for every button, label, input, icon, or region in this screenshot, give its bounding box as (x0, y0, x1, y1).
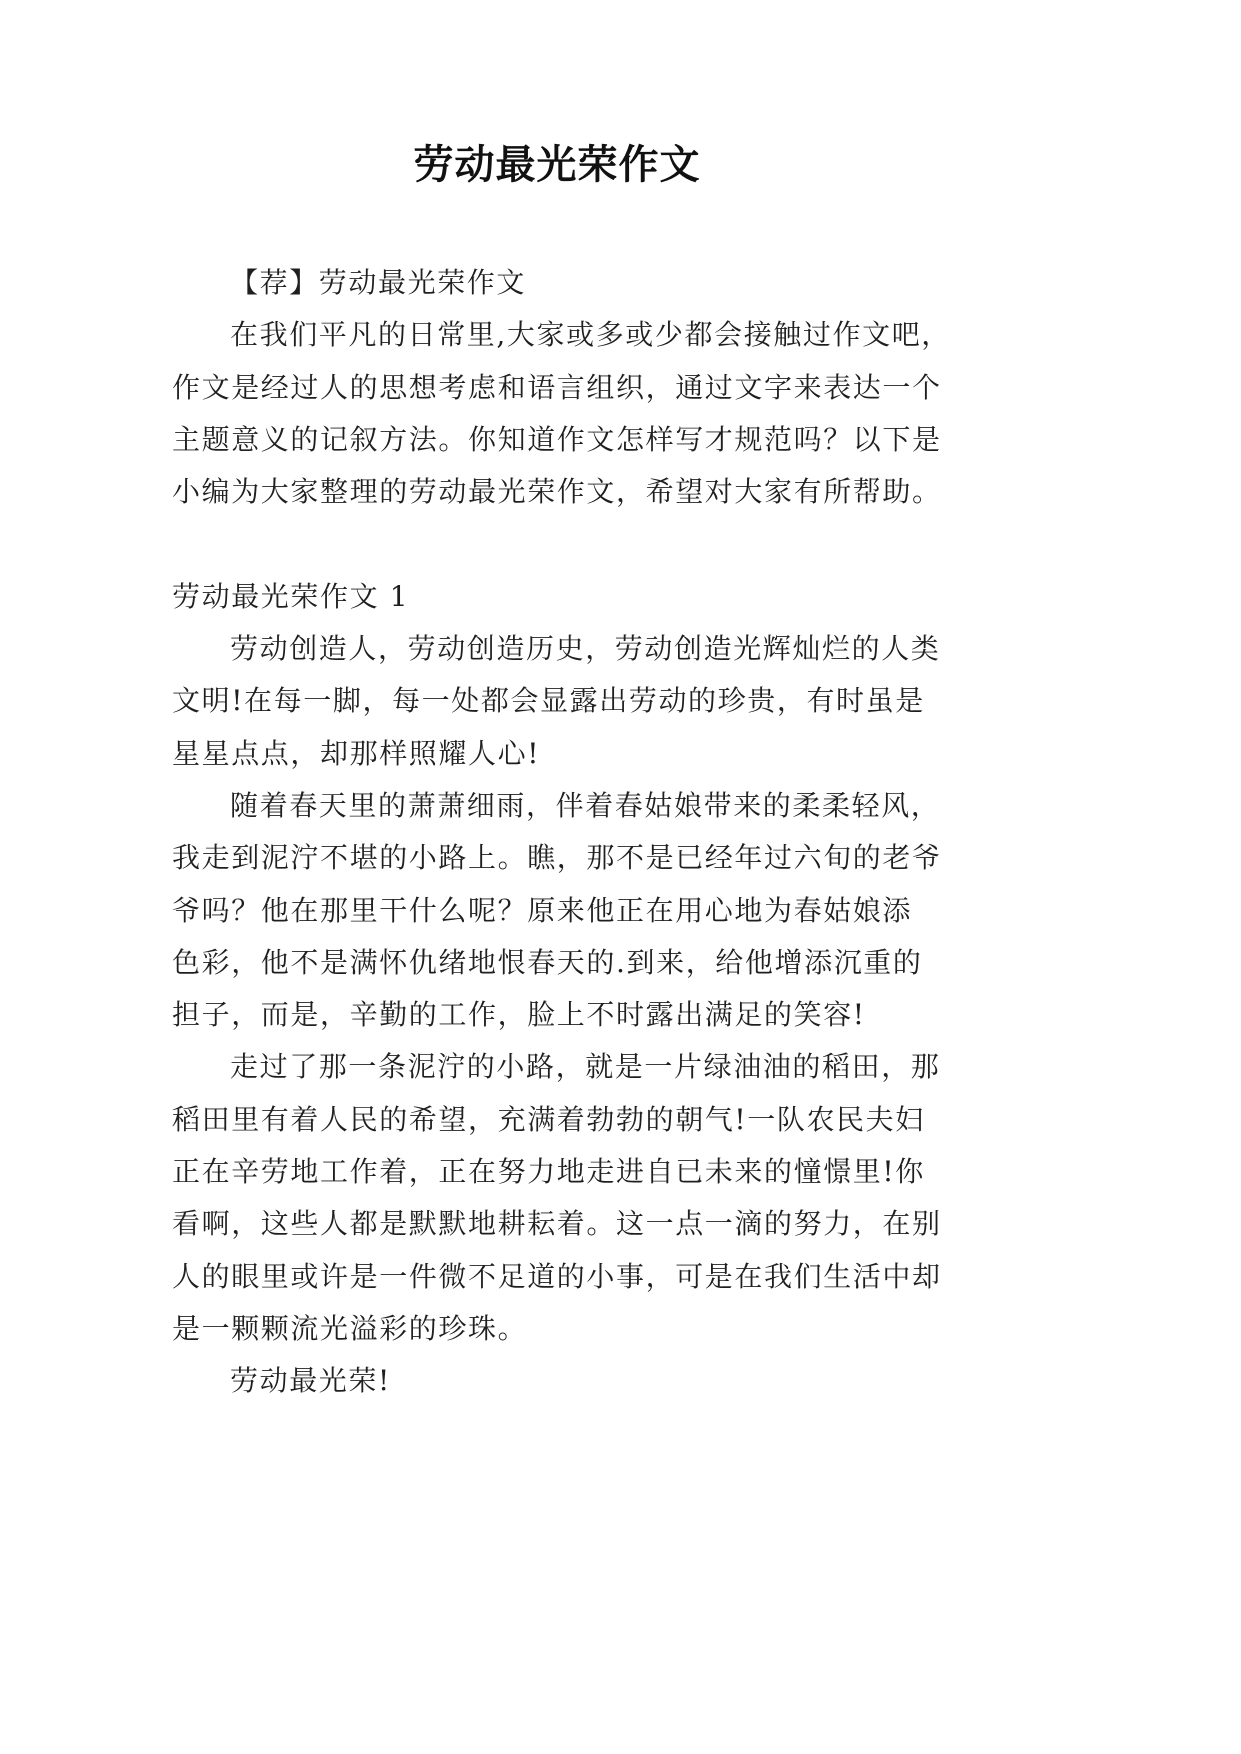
document-body (172, 257, 972, 1408)
paragraph (172, 623, 972, 780)
paragraph-line: 主题意义的记叙方法。你知道作文怎样写才规范吗？以下是 (172, 422, 942, 456)
paragraph (172, 1041, 972, 1355)
paragraph-line: 走过了那一条泥泞的小路，就是一片绿油油的稻田，那 (230, 1050, 941, 1084)
document-title: 劳动最光荣作文 (413, 141, 701, 188)
paragraph-line: 星星点点，却那样照耀人心! (172, 736, 541, 770)
paragraph (172, 1355, 972, 1407)
paragraph-line: 随着春天里的萧萧细雨，伴着春姑娘带来的柔柔轻风， (230, 788, 941, 822)
intro-paragraph (172, 309, 972, 518)
paragraph-line: 是一颗颗流光溢彩的珍珠。 (172, 1311, 528, 1345)
intro-heading: 【荐】劳动最光荣作文 (230, 266, 527, 299)
paragraph-line: 色彩，他不是满怀仇绪地恨春天的.到来，给他增添沉重的 (172, 945, 923, 979)
paragraph-line: 我走到泥泞不堪的小路上。瞧，那不是已经年过六旬的老爷 (172, 841, 942, 875)
blank-line (172, 518, 972, 570)
paragraph-line: 劳动最光荣! (230, 1364, 391, 1398)
paragraph-line: 小编为大家整理的劳动最光荣作文，希望对大家有所帮助。 (172, 475, 942, 509)
paragraph-line: 担子，而是，辛勤的工作，脸上不时露出满足的笑容! (172, 998, 866, 1032)
paragraph-line: 劳动创造人，劳动创造历史，劳动创造光辉灿烂的人类 (230, 632, 941, 666)
paragraph-line: 人的眼里或许是一件微不足道的小事，可是在我们生活中却 (172, 1259, 942, 1293)
section-heading: 劳动最光荣作文 1 (172, 579, 410, 613)
paragraph-line: 稻田里有着人民的希望，充满着勃勃的朝气!一队农民夫妇 (172, 1102, 925, 1136)
paragraph-line: 爷吗？他在那里干什么呢？原来他正在用心地为春姑娘添 (172, 893, 913, 927)
paragraph-line: 看啊，这些人都是默默地耕耘着。这一点一滴的努力，在别 (172, 1207, 942, 1241)
paragraph-line: 文明!在每一脚，每一处都会显露出劳动的珍贵，有时虽是 (172, 684, 925, 718)
paragraph-line: 正在辛劳地工作着，正在努力地走进自已未来的憧憬里!你 (172, 1155, 925, 1189)
paragraph-line: 作文是经过人的思想考虑和语言组织，通过文字来表达一个 (172, 370, 942, 404)
paragraph-line: 在我们平凡的日常里,大家或多或少都会接触过作文吧， (230, 318, 951, 352)
paragraph (172, 780, 972, 1041)
